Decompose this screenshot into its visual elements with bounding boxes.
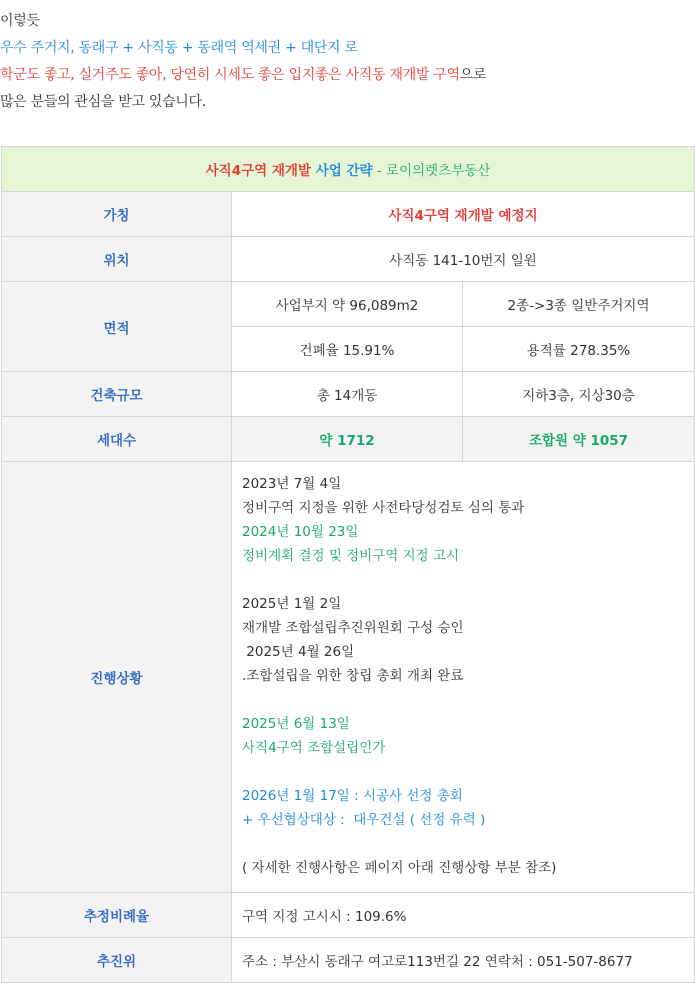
progress-line: 정비계획 결정 및 정비구역 지정 고시	[242, 548, 460, 564]
coverage-ratio-value: 건폐율 15.91%	[232, 327, 463, 372]
table-title-summary: 사업 간략	[315, 163, 373, 179]
progress-line: 2024년 10월 23일	[242, 524, 359, 540]
progress-line	[242, 568, 684, 592]
progress-line: 2025년 1월 2일	[242, 596, 342, 612]
committee-contact-value: 주소 : 부산시 동래구 여고로113번길 22 연락처 : 051-507-8677	[232, 938, 695, 983]
intro-line-3-highlight: 학군도 좋고, 실거주도 좋아, 당연히 시세도 좋은 입지좋은 사직동 재개발 구역	[0, 67, 460, 83]
progress-line	[242, 688, 684, 712]
zoning-value: 2종->3종 일반주거지역	[463, 282, 695, 327]
table-title-source: - 로이의렛츠부동산	[372, 163, 491, 179]
intro-line-4: 많은 분들의 관심을 받고 있습니다.	[0, 94, 206, 110]
member-count-value: 조합원 약 1057	[463, 417, 695, 462]
intro-line-2: 우수 주거지, 동래구 + 사직동 + 동래역 역세권 + 대단지 로	[0, 40, 358, 56]
progress-line: + 우선협상대상 : 대우건설 ( 선정 유력 )	[242, 812, 486, 828]
row-label-committee: 추진위	[2, 938, 232, 983]
site-area-value: 사업부지 약 96,089m2	[232, 282, 463, 327]
table-header-row	[2, 147, 695, 192]
row-label-location: 위치	[2, 237, 232, 282]
row-label-progress: 진행상황	[2, 462, 232, 893]
table-row	[2, 938, 695, 983]
project-name-value: 사직4구역 재개발 예정지	[232, 192, 695, 237]
progress-line: 재개발 조합설립추진위원회 구성 승인	[242, 620, 464, 636]
table-row	[2, 417, 695, 462]
progress-line: .조합설립을 위한 창립 총회 개최 완료	[242, 668, 464, 684]
progress-timeline	[232, 462, 695, 893]
row-label-households: 세대수	[2, 417, 232, 462]
progress-line	[242, 760, 684, 784]
floor-count-value: 지하3층, 지상30층	[463, 372, 695, 417]
table-row	[2, 462, 695, 893]
building-count-value: 총 14개동	[232, 372, 463, 417]
row-label-scale: 건축규모	[2, 372, 232, 417]
table-row	[2, 237, 695, 282]
table-row	[2, 282, 695, 327]
project-summary-table	[1, 146, 695, 983]
table-row	[2, 893, 695, 938]
table-row	[2, 372, 695, 417]
location-value: 사직동 141-10번지 일원	[232, 237, 695, 282]
progress-line: 2023년 7월 4일	[242, 476, 342, 492]
floor-area-ratio-value: 용적률 278.35%	[463, 327, 695, 372]
progress-line: 2026년 1월 17일 : 시공사 선정 총회	[242, 788, 463, 804]
progress-line: 2025년 6월 13일	[242, 716, 350, 732]
table-title-project: 사직4구역 재개발	[205, 163, 312, 179]
progress-line: 정비구역 지정을 위한 사전타당성검토 심의 통과	[242, 500, 525, 516]
table-title	[2, 147, 695, 192]
row-label-ratio: 추정비례율	[2, 893, 232, 938]
intro-line-3	[0, 62, 486, 89]
row-label-name: 가칭	[2, 192, 232, 237]
progress-line	[242, 832, 684, 856]
row-label-area: 면적	[2, 282, 232, 372]
intro-line-3-suffix: 으로	[459, 67, 487, 83]
intro-line-1: 이렇듯	[0, 13, 40, 29]
progress-line: ( 자세한 진행사항은 페이지 아래 진행상항 부분 참조)	[242, 860, 557, 876]
intro-text	[0, 8, 486, 116]
progress-line: 2025년 4월 26일	[242, 644, 355, 660]
progress-line: 사직4구역 조합설립인가	[242, 740, 386, 756]
table-row	[2, 192, 695, 237]
ratio-value: 구역 지정 고시시 : 109.6%	[232, 893, 695, 938]
household-total-value: 약 1712	[232, 417, 463, 462]
